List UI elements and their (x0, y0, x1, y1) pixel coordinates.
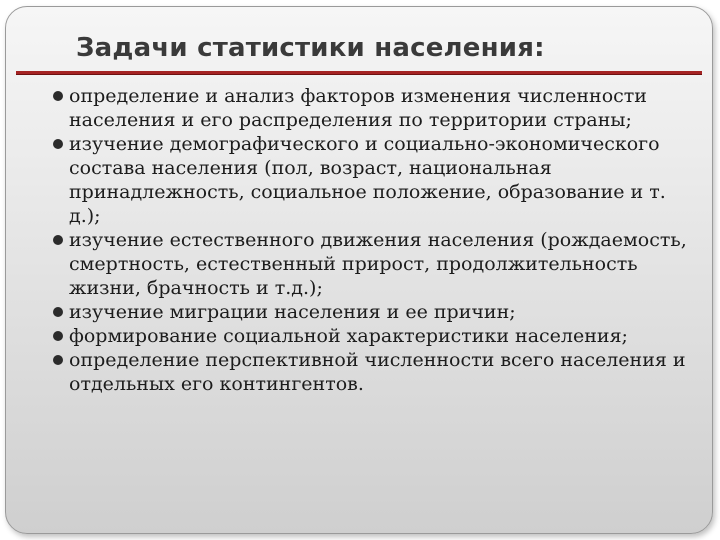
slide-frame (5, 6, 713, 534)
list-item (18, 132, 698, 228)
list-item (18, 228, 698, 300)
list-item-text: изучение демографического и социально-экономического состава населения (пол, возраст, национальная принадлежность, социальное положение, образование и т. д.); (69, 133, 666, 227)
slide-title: Задачи статистики населения: (76, 33, 545, 63)
title-underline (16, 71, 702, 75)
list-item-text: определение перспективной численности всего населения и отдельных его контингентов. (69, 349, 686, 395)
list-item-text: определение и анализ факторов изменения численности населения и его распределения по территории страны; (69, 85, 647, 131)
list-item (18, 84, 698, 132)
list-item-text: изучение миграции населения и ее причин; (69, 301, 516, 323)
list-item (18, 324, 698, 348)
bullet-icon (53, 91, 63, 101)
list-item-text: формирование социальной характеристики населения; (69, 325, 628, 347)
bullet-icon (53, 331, 63, 341)
bullet-icon (53, 307, 63, 317)
list-item (18, 300, 698, 324)
bullet-list (18, 84, 698, 396)
list-item (18, 348, 698, 396)
bullet-icon (53, 355, 63, 365)
list-item-text: изучение естественного движения населения (рождаемость, смертность, естественный прирост, продолжительность жизни, брачность и т.д.); (69, 229, 687, 299)
bullet-icon (53, 139, 63, 149)
bullet-icon (53, 235, 63, 245)
